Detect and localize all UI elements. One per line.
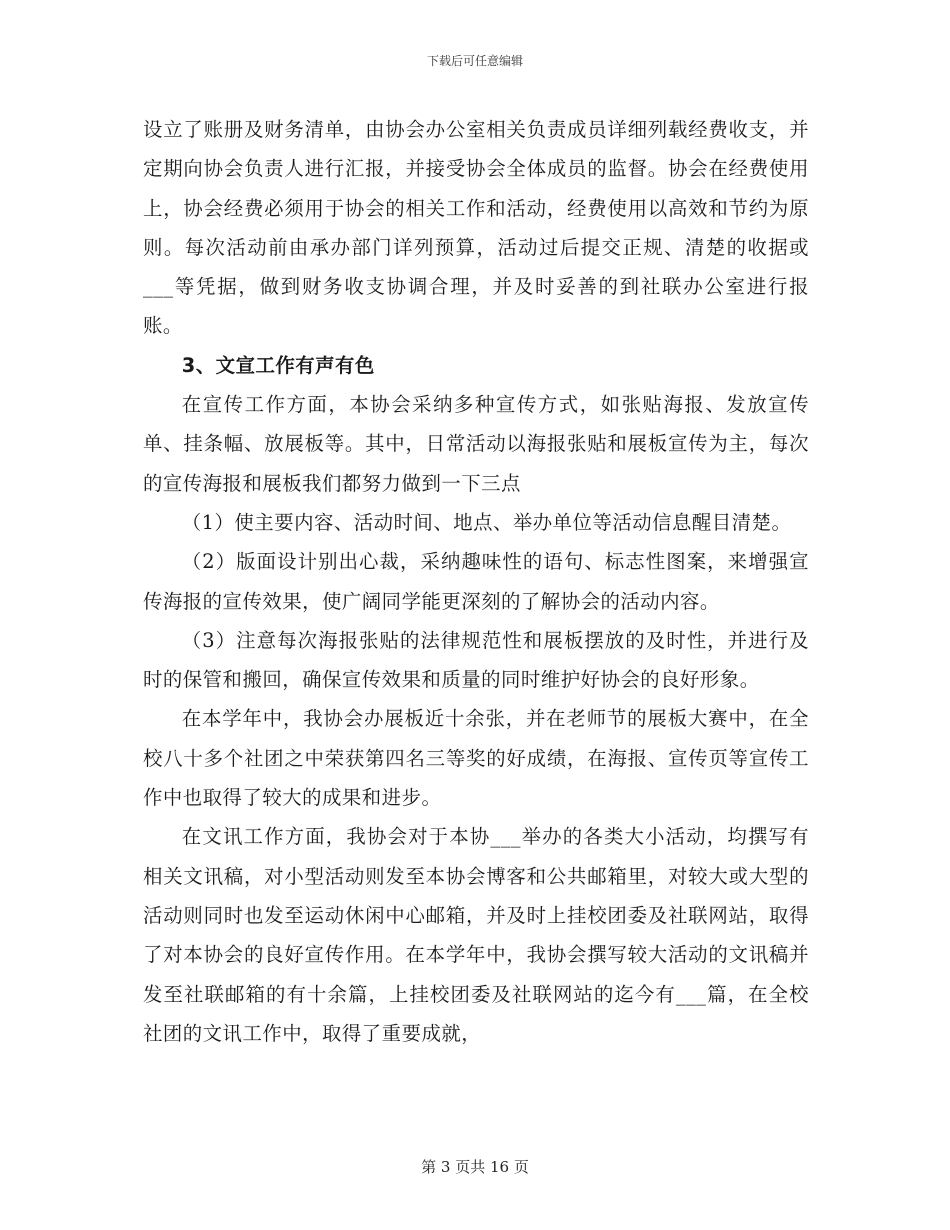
document-body (143, 110, 809, 1053)
page-header: 下载后可任意编辑 (426, 54, 523, 68)
list-item-3: （3）注意每次海报张贴的法律规范性和展板摆放的及时性，并进行及时的保管和搬回，确保宣传效果和质量的同时维护好协会的良好形象。 (143, 628, 809, 692)
section-heading: 3、文宣工作有声有色 (181, 353, 375, 377)
paragraph-finance: 设立了账册及财务清单，由协会办公室相关负责成员详细列载经费收支，并定期向协会负责人进行汇报，并接受协会全体成员的监督。协会在经费使用上，协会经费必须用于协会的相关工作和活动，经费使用以高效和节约为原则。每次活动前由承办部门详列预算，活动过后提交正规、清楚的收据或___等凭据，做到财务收支协调合理，并及时妥善的到社联办公室进行报账。 (143, 118, 809, 338)
list-item-1: （1）使主要内容、活动时间、地点、举办单位等活动信息醒目清楚。 (181, 510, 792, 534)
paragraph-news: 在文讯工作方面，我协会对于本协___举办的各类大小活动，均撰写有相关文讯稿，对小型活动则发至本协会博客和公共邮箱里，对较大或大型的活动则同时也发至运动休闲中心邮箱，并及时上挂校团委及社联网站，取得了对本协会的良好宣传作用。在本学年中，我协会撰写较大活动的文讯稿并发至社联邮箱的有十余篇，上挂校团委及社联网站的迄今有___篇，在全校社团的文讯工作中，取得了重要成就， (143, 825, 809, 1045)
page-number: 第 3 页共 16 页 (421, 1158, 529, 1176)
paragraph-achievements: 在本学年中，我协会办展板近十余张，并在老师节的展板大赛中，在全校八十多个社团之中荣获第四名三等奖的好成绩，在海报、宣传页等宣传工作中也取得了较大的成果和进步。 (143, 707, 809, 810)
paragraph-publicity: 在宣传工作方面，本协会采纳多种宣传方式，如张贴海报、发放宣传单、挂条幅、放展板等。其中，日常活动以海报张贴和展板宣传为主，每次的宣传海报和展板我们都努力做到一下三点 (143, 393, 809, 495)
list-item-2: （2）版面设计别出心裁，采纳趣味性的语句、标志性图案，来增强宣传海报的宣传效果，使广阔同学能更深刻的了解协会的活动内容。 (143, 550, 809, 613)
